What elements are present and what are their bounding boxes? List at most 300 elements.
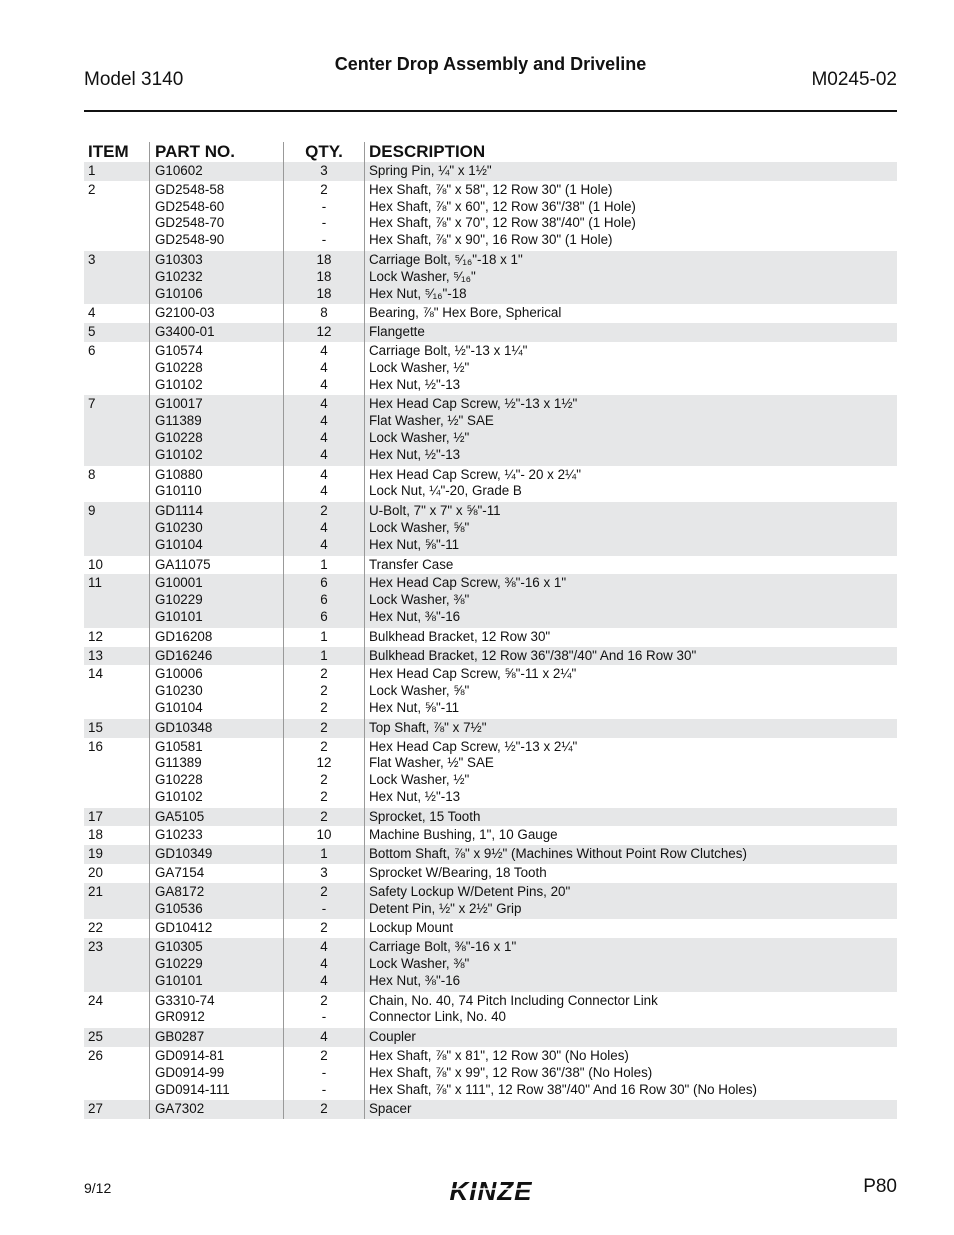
description: Hex Nut, ⁵⁄₁₆"-18 (369, 285, 467, 301)
quantity: 2 (320, 1048, 328, 1064)
table-row (84, 181, 897, 251)
part-number: GR0912 (155, 1009, 205, 1025)
part-number: G10581 (155, 738, 203, 754)
kinze-logo-text: KINZE (449, 1176, 533, 1206)
quantity-cell (283, 466, 364, 503)
quantity: 2 (320, 788, 328, 804)
quantity: - (321, 215, 327, 231)
page-header (84, 52, 897, 112)
description-cell (364, 919, 897, 938)
quantity: 1 (320, 846, 328, 862)
quantity-cell (283, 251, 364, 304)
item-number-text: 6 (88, 342, 96, 358)
description-cell (364, 395, 897, 465)
item-number (84, 304, 149, 323)
part-number: G10305 (155, 939, 203, 955)
part-number: G10228 (155, 359, 203, 375)
description: Connector Link, No. 40 (369, 1009, 506, 1025)
item-number-text: 7 (88, 396, 96, 412)
description-cell (364, 738, 897, 808)
quantity: - (321, 1081, 327, 1097)
description: Hex Nut, ⅜"-16 (369, 972, 461, 988)
part-number-cell (149, 738, 283, 808)
description: Hex Head Cap Screw, ⅜"-16 x 1" (369, 575, 567, 591)
item-number-text: 26 (88, 1048, 103, 1064)
table-row (84, 395, 897, 465)
quantity: 6 (320, 608, 328, 624)
description-cell (364, 251, 897, 304)
description: Spring Pin, ¼" x 1½" (369, 163, 492, 178)
quantity: - (321, 1009, 327, 1025)
description-cell (364, 647, 897, 666)
quantity: 4 (320, 519, 328, 535)
item-number-text: 22 (88, 920, 103, 936)
quantity: 2 (320, 181, 328, 197)
description-cell (364, 808, 897, 827)
part-number: GA7302 (155, 1101, 205, 1117)
item-number (84, 162, 149, 181)
description: Hex Nut, ⅜"-16 (369, 608, 461, 624)
table-row (84, 342, 897, 395)
part-number: GA8172 (155, 883, 205, 899)
description: Lock Washer, ⅜" (369, 592, 470, 608)
quantity: 2 (320, 992, 328, 1008)
header-divider (84, 110, 897, 112)
quantity: 4 (320, 446, 328, 462)
part-number: G10880 (155, 466, 203, 482)
table-row (84, 628, 897, 647)
item-number-text: 4 (88, 305, 96, 321)
description: Carriage Bolt, ⅜"-16 x 1" (369, 939, 517, 955)
part-number: G10228 (155, 429, 203, 445)
quantity: 2 (320, 503, 328, 519)
description: Hex Shaft, ⅞" x 111", 12 Row 38"/40" And 16 Row 30" (No Holes) (369, 1081, 757, 1097)
part-number-cell (149, 181, 283, 251)
description-cell (364, 992, 897, 1029)
quantity: 4 (320, 342, 328, 358)
quantity-cell (283, 845, 364, 864)
part-number-cell (149, 1047, 283, 1100)
description: Flat Washer, ½" SAE (369, 413, 494, 429)
part-number: G10106 (155, 285, 203, 301)
kinze-logo (430, 1176, 552, 1206)
description-cell (364, 826, 897, 845)
column-header-item: ITEM (88, 142, 129, 161)
part-number-cell (149, 665, 283, 718)
description-cell (364, 628, 897, 647)
item-number-text: 18 (88, 827, 103, 843)
table-row (84, 719, 897, 738)
description-cell (364, 466, 897, 503)
part-number: G10006 (155, 666, 203, 682)
description: Hex Shaft, ⅞" x 58", 12 Row 30" (1 Hole) (369, 181, 613, 197)
description: Bottom Shaft, ⅞" x 9½" (Machines Without Point Row Clutches) (369, 846, 747, 862)
description: Hex Head Cap Screw, ⅝"-11 x 2¼" (369, 666, 577, 682)
part-number-cell (149, 628, 283, 647)
description: Hex Shaft, ⅞" x 90", 16 Row 30" (1 Hole) (369, 232, 613, 248)
item-number (84, 628, 149, 647)
description: Chain, No. 40, 74 Pitch Including Connector Link (369, 992, 658, 1008)
description-cell (364, 1047, 897, 1100)
quantity: 4 (320, 396, 328, 412)
quantity: 4 (320, 429, 328, 445)
part-number: GD0914-99 (155, 1064, 225, 1080)
table-row (84, 808, 897, 827)
description-cell (364, 342, 897, 395)
description: Lock Washer, ⅝" (369, 683, 470, 699)
part-number: GA11075 (155, 556, 211, 572)
item-number (84, 342, 149, 395)
item-number (84, 466, 149, 503)
part-number: G10017 (155, 396, 203, 412)
description: Hex Head Cap Screw, ¼"- 20 x 2¼" (369, 466, 581, 482)
description-cell (364, 938, 897, 991)
part-number: GB0287 (155, 1029, 205, 1045)
part-number-cell (149, 556, 283, 575)
column-header-description: DESCRIPTION (364, 142, 897, 162)
description: Lock Washer, ½" (369, 429, 470, 445)
part-number: GA7154 (155, 865, 205, 881)
table-row (84, 919, 897, 938)
description: Hex Shaft, ⅞" x 99", 12 Row 36"/38" (No Holes) (369, 1064, 653, 1080)
part-number-cell (149, 883, 283, 920)
quantity-cell (283, 1100, 364, 1119)
item-number (84, 992, 149, 1029)
part-number: G10230 (155, 683, 203, 699)
item-number (84, 1047, 149, 1100)
description: Hex Head Cap Screw, ½"-13 x 2¼" (369, 738, 578, 754)
quantity-cell (283, 738, 364, 808)
quantity: 2 (320, 683, 328, 699)
description: Carriage Bolt, ½"-13 x 1¼" (369, 342, 528, 358)
description: Transfer Case (369, 556, 454, 572)
description-cell (364, 845, 897, 864)
part-number: GD2548-70 (155, 215, 225, 231)
quantity: 1 (320, 628, 328, 644)
quantity: 2 (320, 920, 328, 936)
part-number: G3400-01 (155, 324, 215, 340)
quantity: 18 (316, 268, 332, 284)
page-title: Center Drop Assembly and Driveline (334, 54, 647, 74)
part-number: GD2548-90 (155, 232, 225, 248)
part-number: GA5105 (155, 808, 205, 824)
table-row (84, 574, 897, 627)
item-number (84, 574, 149, 627)
description: Hex Shaft, ⅞" x 81", 12 Row 30" (No Holes) (369, 1048, 629, 1064)
part-number: G10303 (155, 251, 203, 267)
part-number: G10228 (155, 772, 203, 788)
part-number: G10229 (155, 956, 203, 972)
item-number (84, 919, 149, 938)
item-number-text: 23 (88, 939, 103, 955)
table-row (84, 864, 897, 883)
quantity-cell (283, 574, 364, 627)
description: Bearing, ⅞" Hex Bore, Spherical (369, 305, 562, 321)
quantity: 1 (320, 556, 328, 572)
description: Coupler (369, 1029, 416, 1045)
part-number: GD2548-58 (155, 181, 225, 197)
quantity: 4 (320, 972, 328, 988)
parts-table (84, 141, 897, 1119)
description: Hex Nut, ⅝"-11 (369, 699, 460, 715)
description: Lockup Mount (369, 920, 454, 936)
quantity: 4 (320, 939, 328, 955)
table-row (84, 826, 897, 845)
item-number-text: 1 (88, 163, 96, 178)
description: Lock Washer, ½" (369, 359, 470, 375)
part-number: G10101 (155, 972, 203, 988)
item-number (84, 502, 149, 555)
item-number (84, 181, 149, 251)
description-cell (364, 502, 897, 555)
quantity-cell (283, 992, 364, 1029)
quantity-cell (283, 826, 364, 845)
item-number-text: 24 (88, 992, 103, 1008)
item-number-text: 3 (88, 251, 96, 267)
description: Sprocket W/Bearing, 18 Tooth (369, 865, 547, 881)
quantity: - (321, 1064, 327, 1080)
description-cell (364, 883, 897, 920)
part-number-cell (149, 1100, 283, 1119)
description: Lock Washer, ⅝" (369, 519, 470, 535)
part-number: G3310-74 (155, 992, 215, 1008)
part-number: G10233 (155, 827, 203, 843)
description: Lock Washer, ⁵⁄₁₆" (369, 268, 476, 284)
table-row (84, 992, 897, 1029)
quantity-cell (283, 883, 364, 920)
quantity-cell (283, 1028, 364, 1047)
item-number (84, 665, 149, 718)
description: Hex Nut, ½"-13 (369, 376, 461, 392)
quantity: 4 (320, 359, 328, 375)
quantity: 4 (320, 536, 328, 552)
item-number-text: 2 (88, 181, 96, 197)
table-row (84, 938, 897, 991)
description: Top Shaft, ⅞" x 7½" (369, 719, 487, 735)
part-number: G10101 (155, 608, 203, 624)
part-number: GD16246 (155, 647, 213, 663)
quantity-cell (283, 502, 364, 555)
quantity: 18 (316, 251, 332, 267)
table-row (84, 665, 897, 718)
quantity: 4 (320, 466, 328, 482)
part-number-cell (149, 992, 283, 1029)
description: Bulkhead Bracket, 12 Row 30" (369, 628, 551, 644)
item-number-text: 11 (88, 575, 102, 591)
description: Lock Nut, ¼"-20, Grade B (369, 483, 522, 499)
description-cell (364, 181, 897, 251)
part-number: GD10412 (155, 920, 213, 936)
description: Sprocket, 15 Tooth (369, 808, 481, 824)
document-number: M0245-02 (811, 69, 897, 90)
quantity: 2 (320, 772, 328, 788)
item-number (84, 883, 149, 920)
description: Detent Pin, ½" x 2½" Grip (369, 900, 522, 916)
description: U-Bolt, 7" x 7" x ⅝"-11 (369, 503, 501, 519)
item-number (84, 738, 149, 808)
quantity-cell (283, 342, 364, 395)
item-number-text: 19 (88, 846, 103, 862)
quantity-cell (283, 304, 364, 323)
column-header-qty: QTY. (283, 142, 364, 162)
quantity-cell (283, 556, 364, 575)
item-number (84, 647, 149, 666)
item-number-text: 5 (88, 324, 96, 340)
part-number-cell (149, 574, 283, 627)
quantity: 2 (320, 883, 328, 899)
quantity: 2 (320, 666, 328, 682)
part-number: GD10348 (155, 719, 213, 735)
quantity-cell (283, 181, 364, 251)
table-row (84, 647, 897, 666)
description: Carriage Bolt, ⁵⁄₁₆"-18 x 1" (369, 251, 523, 267)
part-number: GD0914-111 (155, 1081, 230, 1097)
description-cell (364, 556, 897, 575)
part-number: G10104 (155, 536, 203, 552)
quantity: 8 (320, 305, 328, 321)
quantity-cell (283, 162, 364, 181)
item-number (84, 1100, 149, 1119)
description-cell (364, 1100, 897, 1119)
quantity: 10 (316, 827, 332, 843)
item-number (84, 323, 149, 342)
part-number: G10102 (155, 446, 203, 462)
item-number-text: 25 (88, 1029, 103, 1045)
item-number-text: 17 (88, 808, 103, 824)
quantity-cell (283, 719, 364, 738)
page-number: P80 (863, 1176, 897, 1197)
part-number-cell (149, 466, 283, 503)
part-number: G10574 (155, 342, 203, 358)
item-number (84, 556, 149, 575)
item-number (84, 938, 149, 991)
quantity: 18 (316, 285, 332, 301)
part-number-cell (149, 826, 283, 845)
part-number: GD16208 (155, 628, 213, 644)
quantity: 4 (320, 956, 328, 972)
description-cell (364, 574, 897, 627)
description: Flangette (369, 324, 425, 340)
item-number-text: 16 (88, 738, 103, 754)
description-cell (364, 323, 897, 342)
item-number-text: 12 (88, 628, 103, 644)
part-number-cell (149, 304, 283, 323)
item-number-text: 20 (88, 865, 103, 881)
quantity-cell (283, 808, 364, 827)
table-row (84, 1100, 897, 1119)
quantity-cell (283, 665, 364, 718)
part-number-cell (149, 808, 283, 827)
quantity: 2 (320, 738, 328, 754)
table-row (84, 738, 897, 808)
item-number-text: 13 (88, 647, 103, 663)
description-cell (364, 864, 897, 883)
part-number-cell (149, 502, 283, 555)
description: Machine Bushing, 1", 10 Gauge (369, 827, 558, 843)
description: Spacer (369, 1101, 412, 1117)
quantity: - (321, 900, 327, 916)
quantity: 4 (320, 1029, 328, 1045)
part-number: G10232 (155, 268, 203, 284)
item-number-text: 15 (88, 719, 103, 735)
description: Hex Shaft, ⅞" x 60", 12 Row 36"/38" (1 Hole) (369, 198, 636, 214)
table-row (84, 1047, 897, 1100)
part-number-cell (149, 647, 283, 666)
part-number-cell (149, 919, 283, 938)
part-number: G2100-03 (155, 305, 215, 321)
item-number (84, 1028, 149, 1047)
table-row (84, 883, 897, 920)
part-number: G10102 (155, 376, 203, 392)
part-number-cell (149, 251, 283, 304)
description: Lock Washer, ⅜" (369, 956, 470, 972)
description: Hex Head Cap Screw, ½"-13 x 1½" (369, 396, 578, 412)
description: Safety Lockup W/Detent Pins, 20" (369, 883, 571, 899)
part-number-cell (149, 395, 283, 465)
item-number (84, 719, 149, 738)
description-cell (364, 719, 897, 738)
quantity-cell (283, 395, 364, 465)
quantity-cell (283, 647, 364, 666)
quantity: 4 (320, 413, 328, 429)
table-row (84, 1028, 897, 1047)
item-number-text: 21 (88, 883, 103, 899)
item-number-text: 8 (88, 466, 96, 482)
table-row (84, 845, 897, 864)
quantity: 2 (320, 1101, 328, 1117)
quantity-cell (283, 938, 364, 991)
quantity: 4 (320, 376, 328, 392)
quantity: - (321, 198, 327, 214)
description: Hex Nut, ½"-13 (369, 446, 461, 462)
description-cell (364, 665, 897, 718)
quantity: - (321, 232, 327, 248)
quantity-cell (283, 864, 364, 883)
description: Hex Shaft, ⅞" x 70", 12 Row 38"/40" (1 Hole) (369, 215, 636, 231)
revision-date: 9/12 (84, 1180, 112, 1196)
description-cell (364, 162, 897, 181)
table-row (84, 502, 897, 555)
description: Lock Washer, ½" (369, 772, 470, 788)
part-number: G10110 (155, 483, 202, 499)
description: Hex Nut, ⅝"-11 (369, 536, 460, 552)
quantity-cell (283, 919, 364, 938)
part-number: G10229 (155, 592, 203, 608)
model-label: Model 3140 (84, 69, 184, 90)
table-row (84, 323, 897, 342)
item-number (84, 395, 149, 465)
description-cell (364, 304, 897, 323)
table-row (84, 556, 897, 575)
part-number: G10230 (155, 519, 203, 535)
item-number-text: 27 (88, 1101, 103, 1117)
table-row (84, 162, 897, 181)
quantity: 12 (316, 324, 332, 340)
part-number: GD2548-60 (155, 198, 225, 214)
item-number (84, 251, 149, 304)
description: Bulkhead Bracket, 12 Row 36"/38"/40" And 16 Row 30" (369, 647, 697, 663)
quantity: 2 (320, 719, 328, 735)
item-number-text: 9 (88, 503, 96, 519)
part-number: GD10349 (155, 846, 213, 862)
item-number-text: 10 (88, 556, 103, 572)
quantity-cell (283, 323, 364, 342)
item-number (84, 864, 149, 883)
quantity-cell (283, 628, 364, 647)
description-cell (364, 1028, 897, 1047)
table-row (84, 466, 897, 503)
quantity-cell (283, 1047, 364, 1100)
